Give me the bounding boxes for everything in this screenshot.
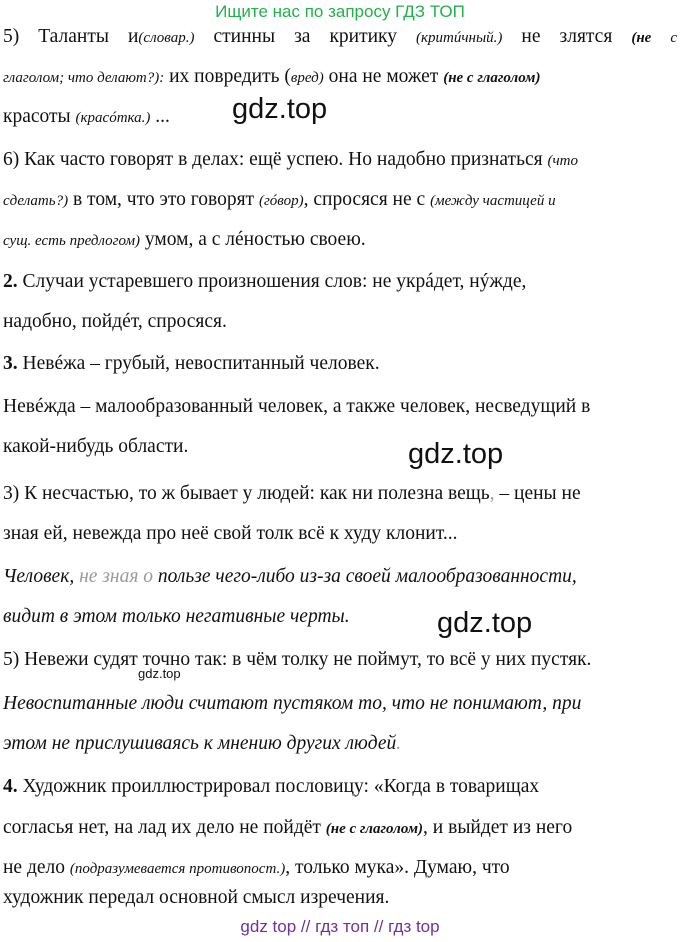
text-line-5: сделать?) в том, что это говорят (гóвор), спросяся не с (между частицей и (3, 189, 556, 210)
text-line-2: глаголом; что делают?): их повредить (вред) она не может (не с глаголом) (3, 66, 541, 87)
text-line-15: видит в этом только негативные черты. (3, 606, 350, 627)
text-line-7: 2. Случаи устаревшего произношения слов: не укрáдет, нýжде, (3, 271, 527, 292)
watermark-small: gdz.top (138, 666, 181, 681)
footer-links: gdz top // гдз топ // гдз top (240, 917, 440, 936)
text-line-8: надобно, пойдéт, спросяся. (3, 311, 227, 332)
text-line-17: Невоспитанные люди считают пустяком то, что не понимают, при (3, 693, 582, 714)
text-line-3: красоты (красóтка.) ... (3, 106, 170, 127)
text-line-9: 3. Невéжа – грубый, невоспитанный человек. (3, 353, 380, 374)
watermark: gdz.top (437, 607, 533, 639)
search-banner: Ищите нас по запросу ГДЗ ТОП (215, 2, 465, 21)
watermark: gdz.top (408, 438, 504, 470)
text-line-12: 3) К несчастью, то ж бывает у людей: как ни полезна вещь, – цены не (3, 483, 581, 504)
text-line-6: сущ. есть предлогом) умом, а с лéностью своею. (3, 229, 366, 250)
text-line-10: Невéжда – малообразованный человек, а также человек, несведущий в (3, 396, 591, 417)
text-line-4: 6) Как часто говорят в делах: ещё успею. Но надобно признаться (что (3, 149, 578, 170)
text-line-13: зная ей, невежда про неё свой толк всё к худу клонит... (3, 523, 458, 544)
text-line-14: Человек, не зная о пользе чего-либо из-за своей малообразованности, (3, 566, 577, 587)
text-line-20: согласья нет, на лад их дело не пойдёт (не с глаголом), и выйдет из него (3, 817, 573, 838)
text-line-18: этом не прислушиваясь к мнению других людей. (3, 733, 402, 754)
text-line-1: 5) Таланты и(словар.) стинны за критику (критúчный.) не злятся (не с (3, 26, 677, 47)
text-line-19: 4. Художник проиллюстрировал пословицу: «Когда в товарищах (3, 776, 540, 797)
text-line-22: художник передал основной смысл изречения. (3, 887, 390, 908)
watermark: gdz.top (232, 93, 328, 125)
text-line-21: не дело (подразумевается противопост.), только мука». Думаю, что (3, 857, 510, 878)
text-line-11: какой-нибудь области. (3, 436, 189, 457)
text-line-16: 5) Невежи судят точно так: в чём толку не поймут, то всё у них пустяк. (3, 649, 592, 670)
